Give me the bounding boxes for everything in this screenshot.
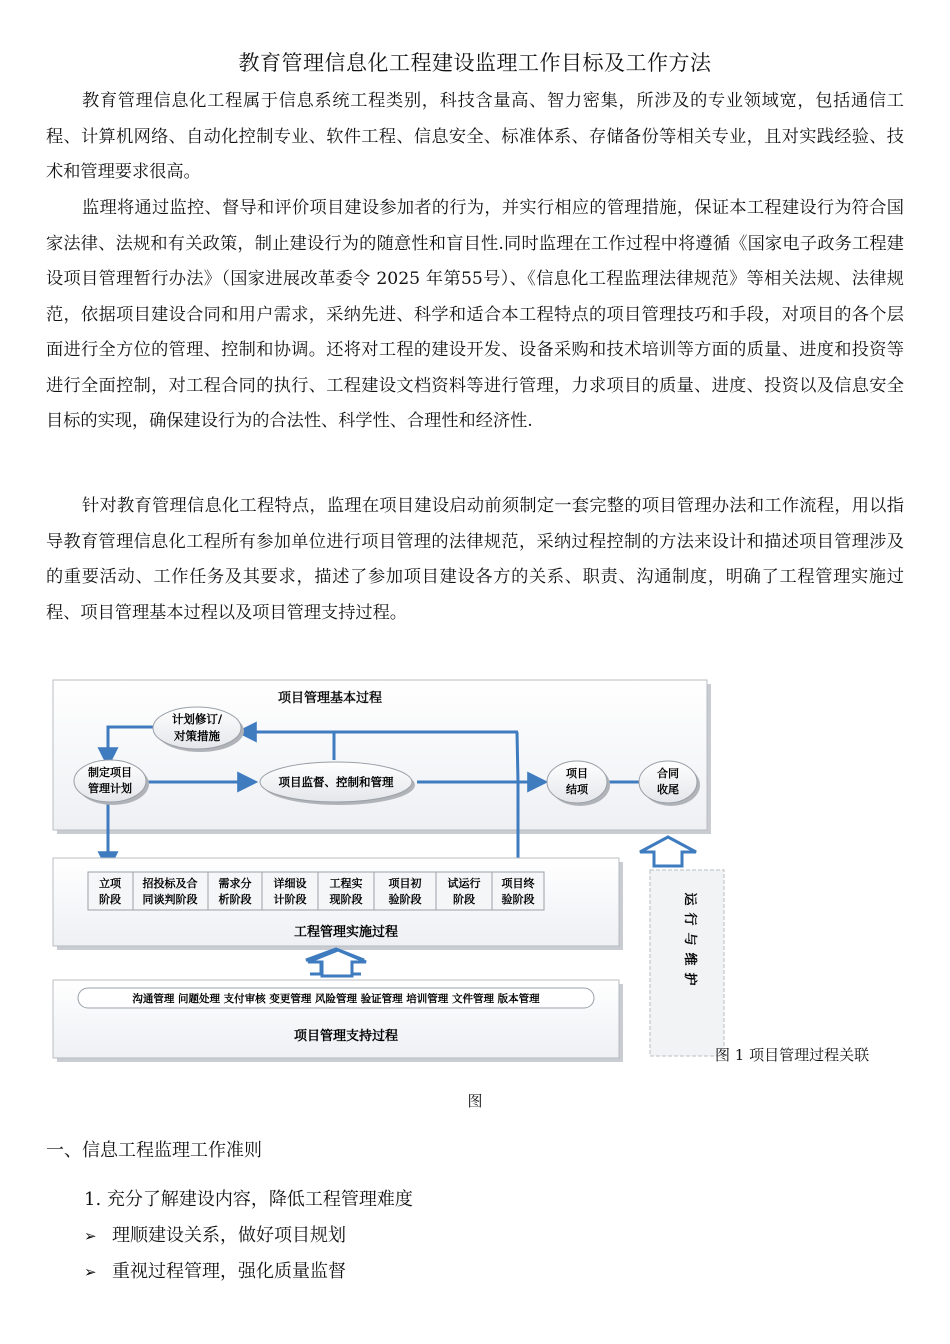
hollow-arrow-up-icon [306,949,366,976]
figure-caption: 图 1 项目管理过程关联 [715,1046,870,1064]
svg-text:合同: 合同 [657,767,679,780]
page-title: 教育管理信息化工程建设监理工作目标及工作方法 [238,51,712,75]
svg-text:析阶段: 析阶段 [218,893,252,906]
svg-text:验阶段: 验阶段 [501,893,535,906]
arrowhead-bullet-icon: ➢ [84,1227,97,1245]
stage-6: 项目初 [388,877,422,890]
svg-text:计阶段: 计阶段 [273,893,307,906]
numbered-item: 1. 充分了解建设内容，降低工程管理难度 [84,1189,413,1210]
svg-text:制定项目: 制定项目 [88,766,132,779]
stage-1: 立项 [99,877,121,890]
support-items: 沟通管理 问题处理 支付审核 变更管理 风险管理 验证管理 培训管理 文件管理 版本管理 [132,993,540,1005]
process-diagram [40,672,920,1072]
svg-text:同谈判阶段: 同谈判阶段 [142,893,198,906]
svg-text:运: 运 [682,892,697,906]
paragraph-1: 教育管理信息化工程属于信息系统工程类别，科技含量高、智力密集，所涉及的专业领域宽，包括通信工程、计算机网络、自动化控制专业、软件工程、信息安全、标准体系、存储备份等相关专业，且对实践经验、技术和管理要求很高。 [46,91,904,182]
bullet-item-1: ➢ 理顺建设关系，做好项目规划 [84,1225,346,1246]
svg-text:护: 护 [682,972,697,986]
figure-caption-continued: 图 [467,1092,483,1110]
arrowhead-bullet-icon: ➢ [84,1263,97,1281]
basic-process-panel [53,680,711,834]
svg-text:计划修订/: 计划修订/ [171,712,223,726]
stage-2: 招投标及合 [142,877,198,890]
svg-text:项目监督、控制和管理: 项目监督、控制和管理 [278,775,394,789]
svg-text:行: 行 [682,912,697,926]
svg-text:管理计划: 管理计划 [88,782,132,795]
implementation-title: 工程管理实施过程 [293,925,399,940]
svg-text:与: 与 [682,932,697,946]
support-title: 项目管理支持过程 [293,1029,399,1044]
bullet-item-2: ➢ 重视过程管理，强化质量监督 [84,1261,346,1282]
paragraph-3: 针对教育管理信息化工程特点，监理在项目建设启动前须制定一套完整的项目管理办法和工作流程，用以指导教育管理信息化工程所有参加单位进行项目管理的法律规范，采纳过程控制的方法来设计和描述项目管理涉及的重要活动、工作任务及其要求，描述了参加项目建设各方的关系、职责、沟通制度，明确了工程管理实施过程、项目管理基本过程以及项目管理支持过程。 [46,496,904,623]
svg-text:维: 维 [682,952,697,966]
hollow-arrow-up-icon-right [640,837,696,866]
support-panel [53,980,623,1062]
stage-3: 需求分 [218,877,252,890]
implementation-panel [53,858,623,950]
section-heading: 一、信息工程监理工作准则 [46,1140,262,1161]
stage-boxes [88,872,544,910]
svg-text:项目: 项目 [566,767,588,780]
svg-text:阶段: 阶段 [453,893,475,906]
stage-7: 试运行 [447,877,481,890]
svg-text:验阶段: 验阶段 [388,893,422,906]
svg-text:对策措施: 对策措施 [174,729,220,743]
svg-text:结项: 结项 [566,783,588,796]
svg-text:阶段: 阶段 [99,893,121,906]
paragraph-2: 监理将通过监控、督导和评价项目建设参加者的行为，并实行相应的管理措施，保证本工程建设行为符合国家法律、法规和有关政策，制止建设行为的随意性和盲目性.同时监理在工作过程中将遵循《国家电子政务工程建设项目管理暂行办法》（国家进展改革委令 2025 年第55号）、《信息化工程监理法律规范》等相关法规、法律规范，依据项目建设合同和用户需求，采纳先进、科学和适合本工程特点的项目管理技巧和手段，对项目的各个层面进行全方位的管理、控制和协调。还将对工程的建设开发、设备采购和技术培训等方面的质量、进度和投资等进行全面控制，对工程合同的执行、工程建设文档资料等进行管理，力求项目的质量、进度、投资以及信息安全目标的实现，确保建设行为的合法性、科学性、合理性和经济性. [46,198,904,431]
stage-4: 详细设 [273,877,307,890]
stage-8: 项目终 [501,877,535,890]
svg-text:收尾: 收尾 [657,783,679,796]
maintenance-panel [650,870,724,1056]
monitor-node [260,762,415,805]
basic-process-title: 项目管理基本过程 [277,691,383,706]
svg-text:现阶段: 现阶段 [329,893,363,906]
stage-5: 工程实 [329,877,363,890]
